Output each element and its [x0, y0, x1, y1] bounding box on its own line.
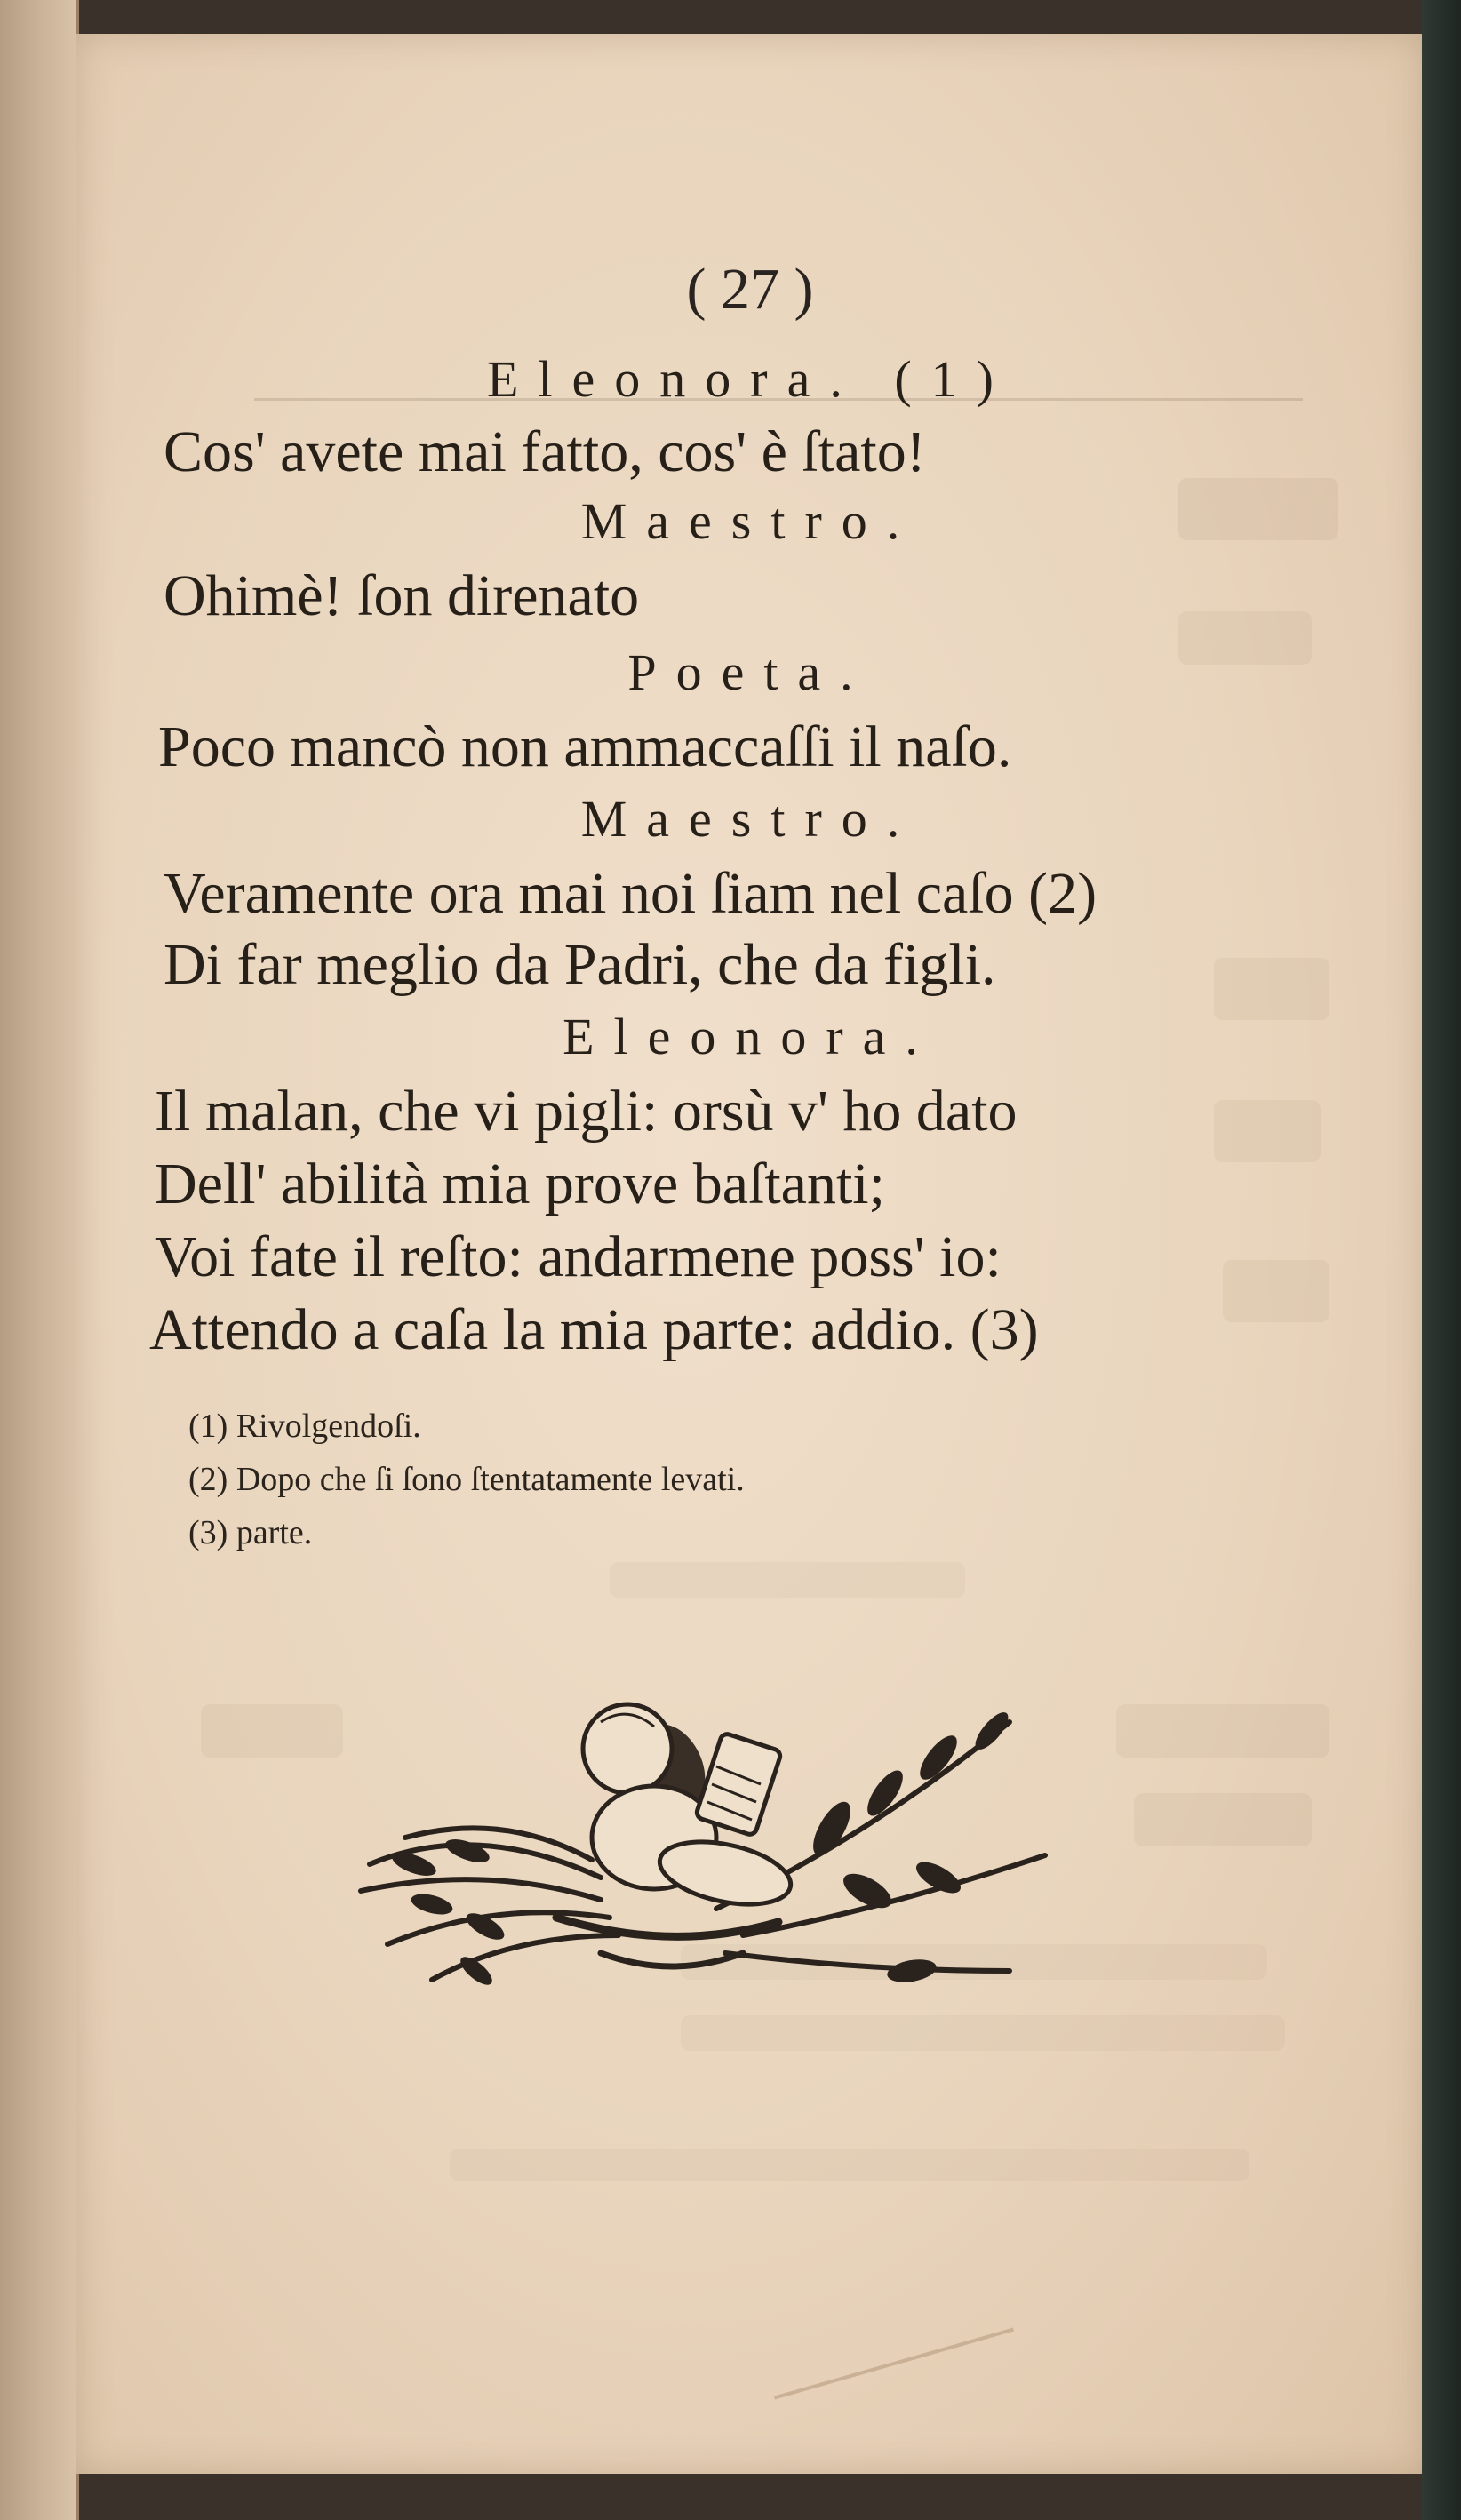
previous-page-edge — [0, 0, 79, 2520]
footnote — [188, 1463, 745, 1496]
page-number: ( 27 ) — [686, 257, 814, 322]
book-binding-edge — [1422, 0, 1461, 2520]
footnote-mark: (2) — [188, 1461, 228, 1498]
speaker-heading: Maestro. — [580, 492, 920, 550]
verse-line: Attendo a caſa la mia parte: addio. (3) — [149, 1297, 1039, 1362]
footnote-text: parte. — [236, 1514, 313, 1551]
speaker-heading: Eleonora. — [563, 1008, 938, 1065]
verse-line: Cos' avete mai fatto, cos' è ſtato! — [164, 419, 926, 484]
verse-line: Voi fate il reſto: andarmene poss' io: — [155, 1224, 1002, 1289]
footnote-mark: (1) — [188, 1408, 228, 1445]
footnote-text: Dopo che ſi ſono ſtentatamente levati. — [236, 1461, 745, 1498]
verse-line: Veramente ora mai noi ſiam nel caſo (2) — [164, 861, 1098, 926]
footnote — [188, 1516, 312, 1550]
footnote-mark: (3) — [188, 1514, 228, 1551]
speaker-heading: Eleonora. (1) — [487, 350, 1013, 408]
verse-line: Poco mancò non ammaccaſſi il naſo. — [158, 714, 1012, 779]
verse-line: Il malan, che vi pigli: orsù v' ho dato — [155, 1079, 1018, 1144]
footnote — [188, 1409, 421, 1443]
speaker-heading: Poeta. — [627, 643, 873, 701]
verse-line: Dell' abilità mia prove baſtanti; — [155, 1152, 885, 1216]
verse-line: Ohimè! ſon direnato — [164, 563, 640, 628]
book-page — [76, 34, 1424, 2474]
paper-crease — [774, 2327, 1014, 2399]
speaker-heading: Maestro. — [580, 790, 920, 848]
cherub-with-book-and-palm-branches-woodcut-icon — [334, 1687, 1081, 2024]
verse-line: Di far meglio da Padri, che da figli. — [164, 932, 996, 997]
footnote-text: Rivolgendoſi. — [236, 1408, 421, 1445]
